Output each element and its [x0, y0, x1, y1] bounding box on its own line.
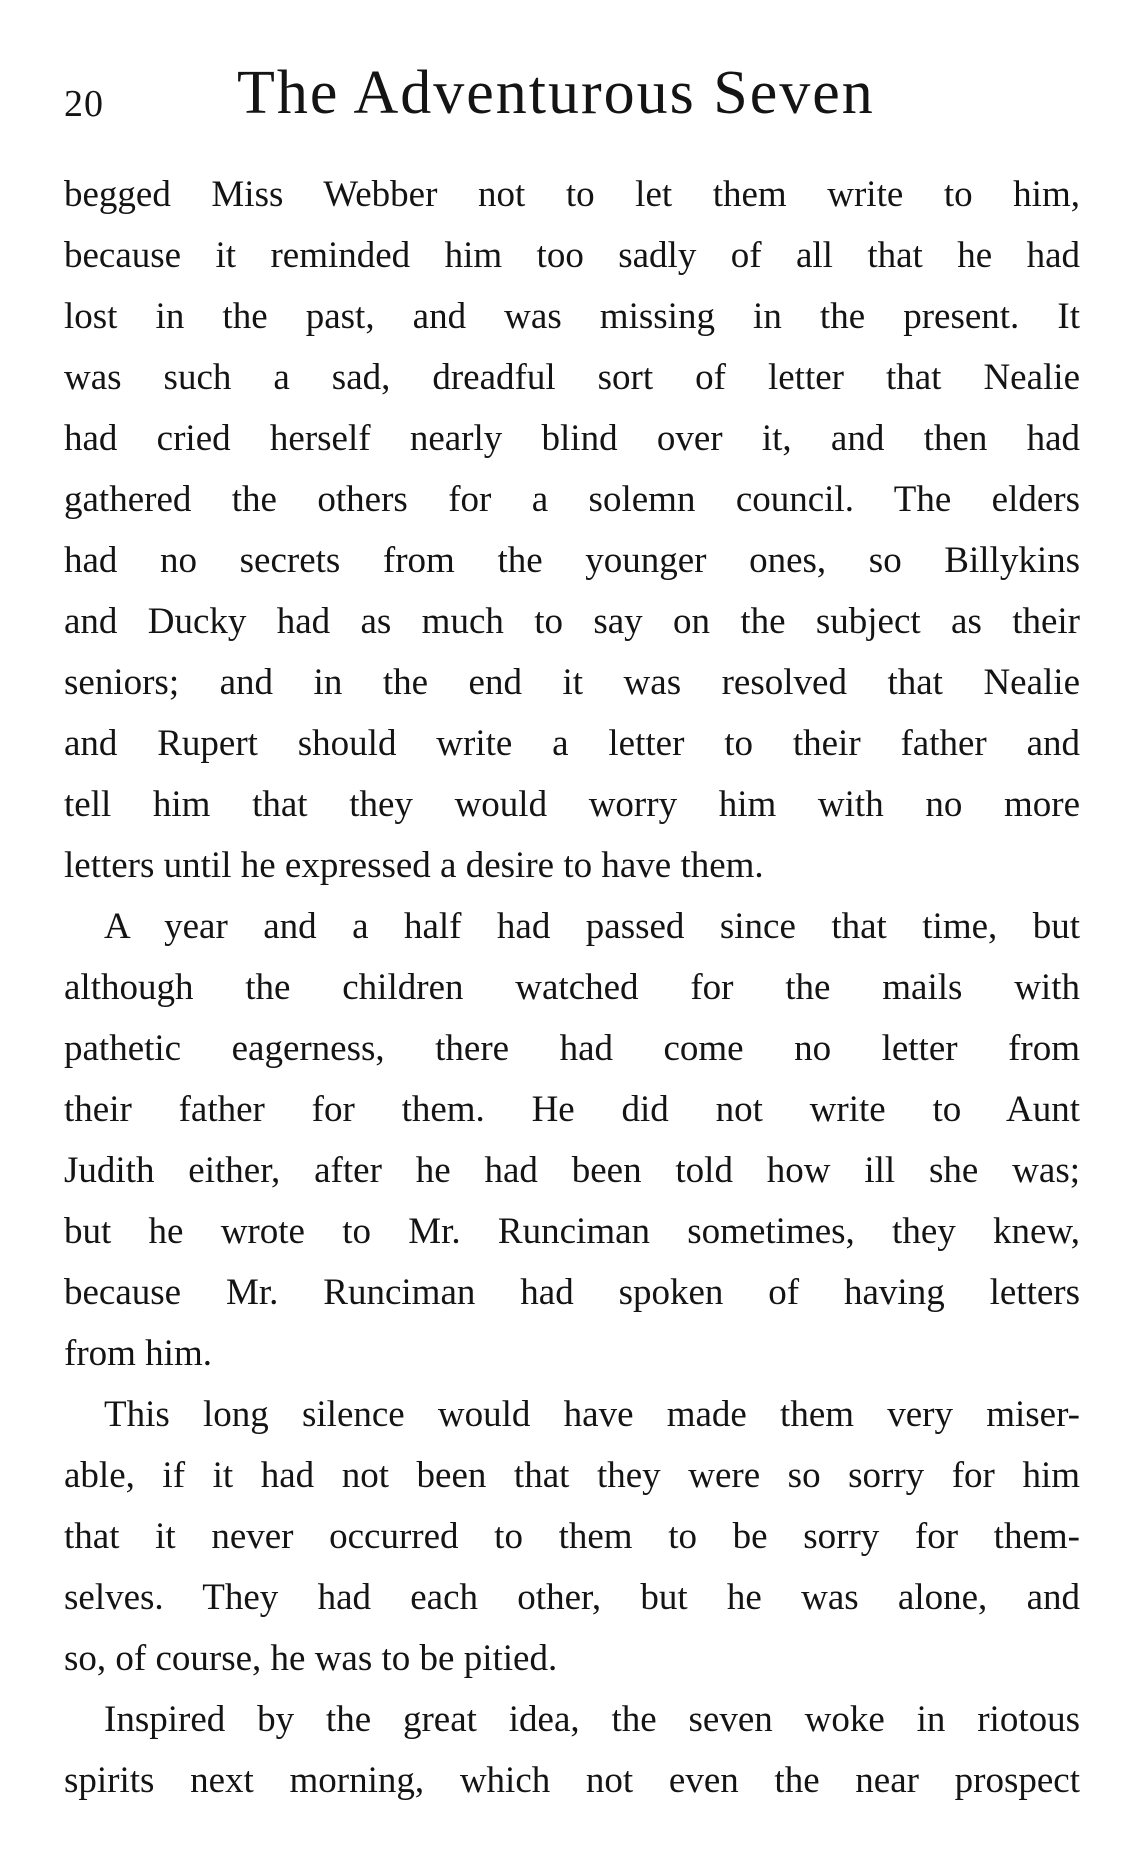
text-line: Inspired by the great idea, the seven woke in riotous	[104, 1699, 1080, 1740]
text-line: and Ducky had as much to say on the subject as their	[64, 601, 1080, 642]
text-line: gathered the others for a solemn council. The elders	[64, 479, 1080, 520]
text-line: begged Miss Webber not to let them write to him,	[64, 174, 1080, 215]
text-line: because Mr. Runciman had spoken of having letters	[64, 1272, 1080, 1313]
page-number: 20	[64, 83, 104, 125]
text-line: able, if it had not been that they were so sorry for him	[64, 1455, 1080, 1496]
text-line: had cried herself nearly blind over it, and then had	[64, 418, 1080, 459]
page-header	[64, 58, 1094, 138]
text-line: was such a sad, dreadful sort of letter that Nealie	[64, 357, 1080, 398]
text-line: This long silence would have made them very miser-	[104, 1394, 1080, 1435]
text-line: lost in the past, and was missing in the present. It	[64, 296, 1080, 337]
running-title: The Adventurous Seven	[237, 59, 875, 127]
text-line: from him.	[64, 1333, 212, 1374]
body-text	[64, 164, 1080, 1811]
text-line: A year and a half had passed since that time, but	[104, 906, 1080, 947]
text-line: although the children watched for the mails with	[64, 967, 1080, 1008]
text-line: because it reminded him too sadly of all that he had	[64, 235, 1080, 276]
text-line: selves. They had each other, but he was alone, and	[64, 1577, 1080, 1618]
text-line: spirits next morning, which not even the near prospect	[64, 1760, 1080, 1801]
text-line: and Rupert should write a letter to their father and	[64, 723, 1080, 764]
text-line: so, of course, he was to be pitied.	[64, 1638, 558, 1679]
text-line: but he wrote to Mr. Runciman sometimes, they knew,	[64, 1211, 1080, 1252]
text-line: that it never occurred to them to be sorry for them-	[64, 1516, 1080, 1557]
text-line: Judith either, after he had been told how ill she was;	[64, 1150, 1080, 1191]
text-line: their father for them. He did not write to Aunt	[64, 1089, 1080, 1130]
text-line: seniors; and in the end it was resolved that Nealie	[64, 662, 1080, 703]
text-line: pathetic eagerness, there had come no letter from	[64, 1028, 1080, 1069]
text-line: tell him that they would worry him with no more	[64, 784, 1080, 825]
text-line: letters until he expressed a desire to have them.	[64, 845, 764, 886]
text-line: had no secrets from the younger ones, so Billykins	[64, 540, 1080, 581]
